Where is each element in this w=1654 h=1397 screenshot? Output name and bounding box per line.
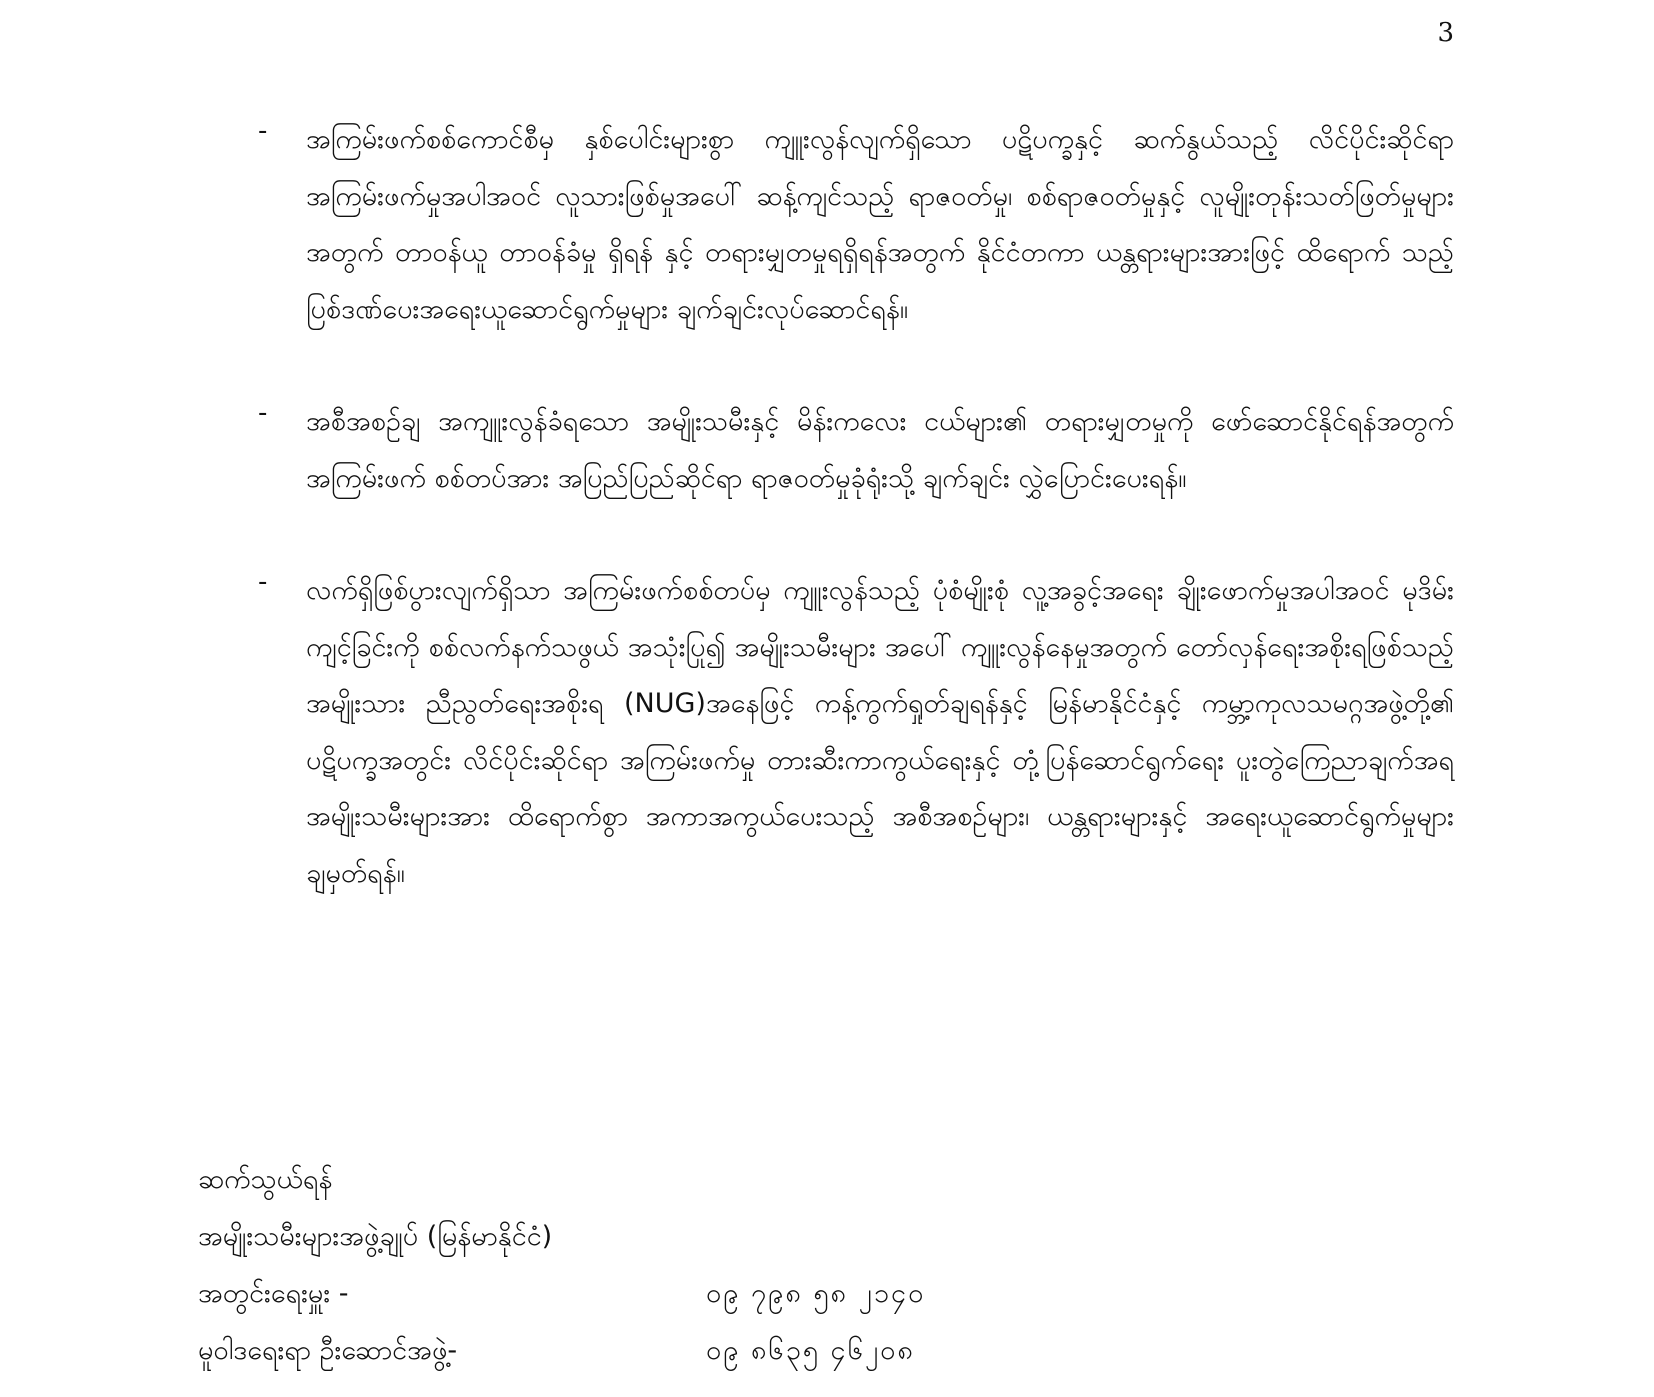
demands-list	[258, 112, 1454, 958]
contact-row	[198, 1265, 1298, 1322]
contact-label: မူဝါဒရေးရာ ဦးဆောင်အဖွဲ့-	[198, 1335, 458, 1366]
contact-label: အတွင်းရေးမှူး -	[198, 1278, 349, 1309]
contact-organization: အမျိုးသမီးများအဖွဲ့ချုပ် (မြန်မာနိုင်ငံ)	[198, 1221, 553, 1252]
list-item	[258, 112, 1454, 338]
bullet-dash: -	[258, 116, 268, 146]
bullet-text: အစီအစဉ်ချ အကျူးလွန်ခံရသော အမျိုးသမီးနှင့် မိန်းကလေး ငယ်များ၏ တရားမျှတမှုကို ဖော်ဆောင်နိုင်ရန်အတွက် အကြမ်းဖက် စစ်တပ်အား အပြည်ပြည်ဆိုင်ရာ ရာဇဝတ်မှုခုံရုံးသို့ ချက်ချင်း လွှဲပြောင်းပေးရန်။	[306, 406, 1454, 494]
list-item	[258, 563, 1454, 902]
contact-phone: ၀၉ ၈၆၃၅ ၄၆၂၀၈	[706, 1335, 915, 1366]
bullet-text: လက်ရှိဖြစ်ပွားလျက်ရှိသာ အကြမ်းဖက်စစ်တပ်မှ ကျူးလွန်သည့် ပုံစံမျိုးစုံ လူ့အခွင့်အရေး ချိုးဖောက်မှုအပါအဝင် မုဒိမ်းကျင့်ခြင်းကို စစ်လက်နက်သဖွယ် အသုံးပြု၍ အမျိုးသမီးများ အပေါ် ကျူးလွန်နေမှုအတွက် တော်လှန်ရေးအစိုးရဖြစ်သည့် အမျိုးသား ညီညွတ်ရေးအစိုးရ (NUG)အနေဖြင့် ကန့်ကွက်ရှုတ်ချရန်နှင့် မြန်မာနိုင်ငံနှင့် ကမ္ဘာ့ကုလသမဂ္ဂအဖွဲ့တို့၏ ပဋိပက္ခအတွင်း လိင်ပိုင်းဆိုင်ရာ အကြမ်းဖက်မှု တားဆီးကာကွယ်ရေးနှင့် တုံ့ပြန်ဆောင်ရွက်ရေး ပူးတွဲကြေညာချက်အရ အမျိုးသမီးများအား ထိရောက်စွာ အကာအကွယ်ပေးသည့် အစီအစဉ်များ၊ ယန္တရားများနှင့် အရေးယူဆောင်ရွက်မှုများ ချမှတ်ရန်။	[306, 575, 1454, 889]
page-number: 3	[1437, 18, 1454, 48]
contact-block	[198, 1151, 1298, 1379]
bullet-dash: -	[258, 567, 268, 597]
contact-row	[198, 1322, 1298, 1379]
list-item	[258, 394, 1454, 507]
bullet-text: အကြမ်းဖက်စစ်ကောင်စီမှ နှစ်ပေါင်းများစွာ ကျူးလွန်လျက်ရှိသော ပဋိပက္ခနှင့် ဆက်နွယ်သည့် လိင်ပိုင်းဆိုင်ရာအကြမ်းဖက်မှုအပါအဝင် လူသားဖြစ်မှုအပေါ် ဆန့်ကျင်သည့် ရာဇဝတ်မှု၊ စစ်ရာဇဝတ်မှုနှင့် လူမျိုးတုန်းသတ်ဖြတ်မှုများအတွက် တာဝန်ယူ တာဝန်ခံမှု ရှိရန် နှင့် တရားမျှတမှုရရှိရန်အတွက် နိုင်ငံတကာ ယန္တရားများအားဖြင့် ထိရောက် သည့် ပြစ်ဒဏ်ပေးအရေးယူဆောင်ရွက်မှုများ ချက်ချင်းလုပ်ဆောင်ရန်။	[306, 124, 1454, 325]
contact-heading: ဆက်သွယ်ရန်	[198, 1164, 333, 1195]
bullet-dash: -	[258, 398, 268, 428]
contact-phone: ၀၉ ၇၉၈ ၅၈ ၂၁၄၀	[706, 1278, 926, 1309]
